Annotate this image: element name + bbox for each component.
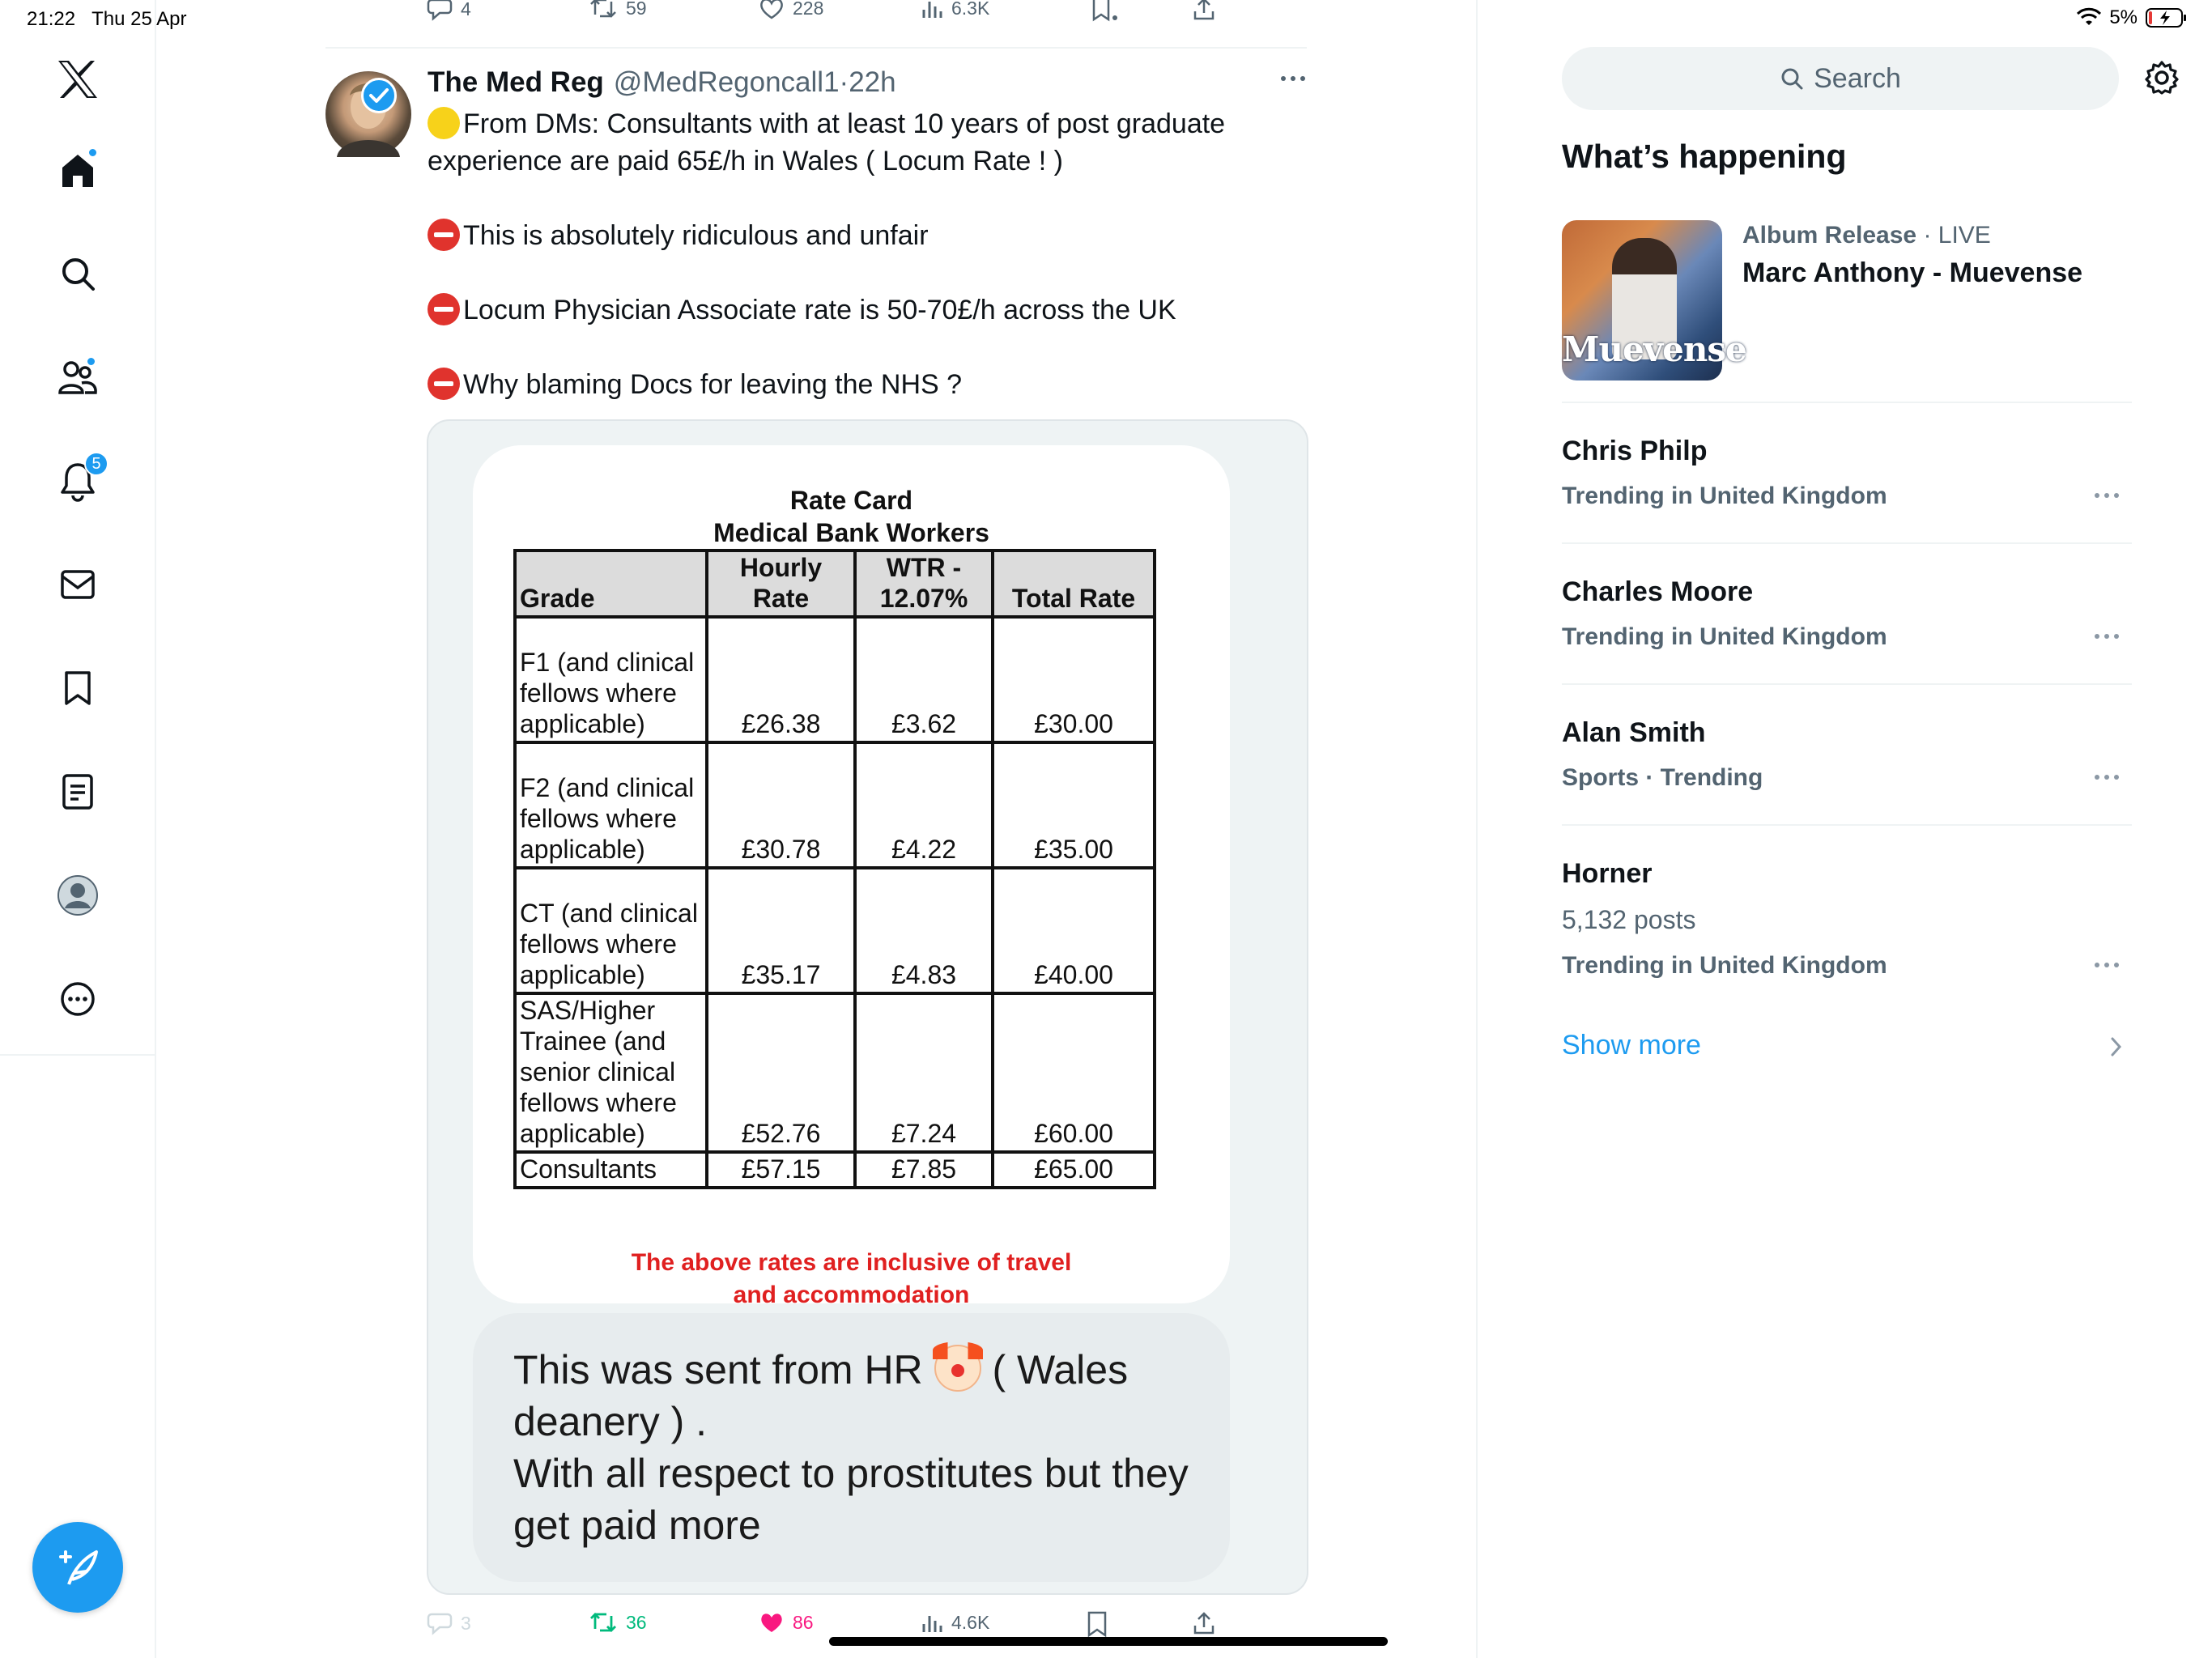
grade-cell: F2 (and clinical fellows where applicable) bbox=[515, 742, 707, 868]
notifications-icon[interactable] bbox=[53, 454, 102, 505]
nav-divider bbox=[0, 1054, 156, 1056]
no-entry-icon bbox=[428, 293, 460, 325]
no-entry-icon bbox=[428, 219, 460, 251]
compose-post-button[interactable] bbox=[32, 1522, 123, 1613]
status-time: 21:22 bbox=[27, 8, 76, 30]
clown-face-icon bbox=[934, 1345, 981, 1392]
liked-heart-icon bbox=[759, 1611, 785, 1634]
hourly-cell: £57.15 bbox=[707, 1152, 855, 1188]
chevron-right-icon[interactable] bbox=[2110, 1036, 2123, 1057]
trend-meta: Trending in United Kingdom bbox=[1562, 483, 1887, 509]
table-row bbox=[515, 617, 1155, 742]
total-cell: £40.00 bbox=[993, 868, 1155, 993]
trend-divider bbox=[1562, 542, 2132, 544]
show-more-link[interactable]: Show more bbox=[1562, 1030, 1701, 1061]
repost-button[interactable] bbox=[589, 1611, 647, 1634]
column-header: Grade bbox=[515, 551, 707, 617]
search-icon[interactable] bbox=[53, 249, 102, 298]
home-unread-dot bbox=[87, 147, 98, 158]
wtr-cell: £4.22 bbox=[855, 742, 993, 868]
trend-name[interactable]: Horner bbox=[1562, 858, 1653, 889]
like-count: 86 bbox=[793, 1611, 814, 1633]
hourly-cell: £52.76 bbox=[707, 993, 855, 1152]
grade-cell: F1 (and clinical fellows where applicable) bbox=[515, 617, 707, 742]
status-date: Thu 25 Apr bbox=[91, 8, 187, 30]
home-icon[interactable] bbox=[53, 146, 102, 194]
home-indicator[interactable] bbox=[829, 1637, 1388, 1646]
message-text-part-1: This was sent from HR bbox=[513, 1347, 923, 1392]
hourly-cell: £26.38 bbox=[707, 617, 855, 742]
trend-name[interactable]: Chris Philp bbox=[1562, 436, 1708, 466]
grade-cell: Consultants bbox=[515, 1152, 707, 1188]
wtr-cell: £7.24 bbox=[855, 993, 993, 1152]
time-separator: · bbox=[839, 66, 849, 98]
views-icon bbox=[921, 1611, 943, 1634]
rate-card-note: The above rates are inclusive of travel and accommodation bbox=[631, 1249, 1072, 1308]
author-handle[interactable] bbox=[614, 66, 896, 99]
trend-more-icon[interactable] bbox=[2093, 491, 2121, 500]
rate-card-title-line-1: Rate Card bbox=[789, 486, 913, 515]
grade-cell: SAS/Higher Trainee (and senior clinical fellows where applicable) bbox=[515, 993, 707, 1152]
column-header: Total Rate bbox=[993, 551, 1155, 617]
grade-cell: CT (and clinical fellows where applicable) bbox=[515, 868, 707, 993]
profile-icon[interactable] bbox=[53, 871, 102, 920]
table-row bbox=[515, 742, 1155, 868]
trend-post-count: 5,132 posts bbox=[1562, 905, 1696, 934]
album-cover-text: Muevense bbox=[1562, 329, 1746, 369]
repost-icon bbox=[589, 0, 618, 19]
repost-button[interactable] bbox=[589, 0, 647, 19]
no-entry-icon bbox=[428, 368, 460, 400]
tweet-time: 22h bbox=[849, 66, 896, 98]
communities-icon[interactable] bbox=[53, 353, 102, 402]
trend-more-icon[interactable] bbox=[2093, 773, 2121, 781]
trend-meta: Trending in United Kingdom bbox=[1562, 952, 1887, 979]
views-count: 6.3K bbox=[951, 0, 990, 19]
yellow-circle-icon bbox=[428, 107, 460, 139]
total-cell: £35.00 bbox=[993, 742, 1155, 868]
tweet-text-line-2: This is absolutely ridiculous and unfair bbox=[463, 220, 929, 251]
repost-count: 36 bbox=[626, 1611, 647, 1633]
like-button[interactable] bbox=[759, 1611, 814, 1634]
bookmark-icon bbox=[1087, 1611, 1108, 1637]
battery-percent: 5% bbox=[2109, 6, 2138, 28]
compose-feather-icon bbox=[54, 1544, 101, 1591]
search-placeholder: Search bbox=[1814, 62, 1901, 94]
like-button[interactable] bbox=[759, 0, 823, 19]
album-separator: · bbox=[1923, 222, 1932, 249]
tweet-media-image[interactable] bbox=[427, 419, 1308, 1595]
bookmark-button[interactable] bbox=[1091, 0, 1121, 24]
album-meta bbox=[1742, 222, 1991, 249]
search-input[interactable] bbox=[1562, 47, 2119, 110]
hourly-cell: £30.78 bbox=[707, 742, 855, 868]
views-icon bbox=[921, 0, 943, 19]
tweet-text-line-1: From DMs: Consultants with at least 10 years of post graduate experience are paid 65£/h in Wales ( Locum Rate ! ) bbox=[428, 108, 1233, 176]
rate-card-title bbox=[473, 484, 1230, 549]
tweet-text-line-4: Why blaming Docs for leaving the NHS ? bbox=[463, 369, 963, 400]
tweet-more-icon[interactable] bbox=[1279, 74, 1307, 83]
message-bubble bbox=[473, 1313, 1230, 1582]
share-button[interactable] bbox=[1192, 1611, 1216, 1635]
message-text-part-2: ( Wales deanery ) . bbox=[513, 1347, 1129, 1444]
album-title[interactable]: Marc Anthony - Muevense bbox=[1742, 257, 2083, 288]
settings-gear-icon[interactable] bbox=[2144, 60, 2180, 96]
verified-badge-icon bbox=[361, 78, 397, 113]
total-cell: £30.00 bbox=[993, 617, 1155, 742]
reply-button[interactable] bbox=[427, 0, 471, 21]
column-header: WTR - 12.07% bbox=[855, 551, 993, 617]
share-icon bbox=[1192, 1611, 1216, 1635]
whats-happening-title: What’s happening bbox=[1562, 138, 1847, 175]
tweet-text bbox=[428, 105, 1318, 403]
trend-name[interactable]: Charles Moore bbox=[1562, 576, 1754, 607]
like-icon bbox=[759, 0, 785, 19]
trend-more-icon[interactable] bbox=[2093, 961, 2121, 969]
repost-count: 59 bbox=[626, 0, 647, 19]
message-text-part-3: With all respect to prostitutes but they get paid more bbox=[513, 1451, 1189, 1548]
table-row bbox=[515, 993, 1155, 1152]
more-icon[interactable] bbox=[53, 975, 102, 1023]
tweet-text-line-3: Locum Physician Associate rate is 50-70£/h across the UK bbox=[463, 295, 1176, 325]
views-button[interactable] bbox=[921, 0, 989, 19]
share-icon bbox=[1192, 0, 1216, 21]
album-status: LIVE bbox=[1938, 222, 1991, 249]
bookmarks-icon[interactable] bbox=[53, 664, 102, 712]
tweet-separator bbox=[325, 47, 1307, 49]
views-count: 4.6K bbox=[951, 1611, 990, 1633]
trend-divider bbox=[1562, 824, 2132, 826]
trend-meta: Trending in United Kingdom bbox=[1562, 623, 1887, 650]
notifications-badge: 5 bbox=[84, 452, 108, 476]
handle-text: @MedRegoncall1 bbox=[613, 66, 840, 98]
lists-icon[interactable] bbox=[53, 767, 102, 816]
message-text bbox=[513, 1344, 1210, 1551]
wtr-cell: £7.85 bbox=[855, 1152, 993, 1188]
wtr-cell: £4.83 bbox=[855, 868, 993, 993]
like-count: 228 bbox=[793, 0, 824, 19]
reply-icon bbox=[427, 0, 453, 21]
wtr-cell: £3.62 bbox=[855, 617, 993, 742]
table-row bbox=[515, 1152, 1155, 1188]
bookmark-button[interactable] bbox=[1087, 1611, 1108, 1637]
communities-unread-dot bbox=[86, 356, 96, 367]
total-cell: £60.00 bbox=[993, 993, 1155, 1152]
tweet-header bbox=[428, 66, 896, 99]
author-name[interactable]: The Med Reg bbox=[428, 66, 604, 98]
hourly-cell: £35.17 bbox=[707, 868, 855, 993]
trend-divider bbox=[1562, 683, 2132, 685]
search-icon bbox=[1780, 66, 1804, 91]
views-button[interactable] bbox=[921, 1611, 989, 1634]
table-row bbox=[515, 868, 1155, 993]
reply-count: 3 bbox=[461, 1612, 471, 1634]
repost-icon bbox=[589, 1611, 618, 1634]
share-button[interactable] bbox=[1192, 0, 1216, 21]
rate-table-header bbox=[515, 551, 1155, 617]
reply-button[interactable] bbox=[427, 1611, 471, 1635]
album-cover-image[interactable] bbox=[1562, 220, 1746, 380]
bookmark-icon bbox=[1091, 0, 1121, 24]
left-nav bbox=[0, 0, 156, 1658]
x-logo-icon[interactable] bbox=[53, 55, 102, 104]
reply-count: 4 bbox=[461, 0, 471, 19]
trend-meta: Sports · Trending bbox=[1562, 764, 1763, 791]
rate-table bbox=[513, 549, 1156, 1189]
trend-divider bbox=[1562, 402, 2132, 403]
trend-name[interactable]: Alan Smith bbox=[1562, 717, 1706, 748]
trend-more-icon[interactable] bbox=[2093, 632, 2121, 640]
total-cell: £65.00 bbox=[993, 1152, 1155, 1188]
album-category: Album Release bbox=[1742, 222, 1917, 249]
reply-icon bbox=[427, 1611, 453, 1635]
rate-card-title-line-2: Medical Bank Workers bbox=[713, 518, 989, 547]
previous-tweet-actions bbox=[427, 0, 1236, 24]
column-header: Hourly Rate bbox=[707, 551, 855, 617]
messages-icon[interactable] bbox=[53, 560, 102, 609]
rate-card bbox=[473, 445, 1230, 1308]
